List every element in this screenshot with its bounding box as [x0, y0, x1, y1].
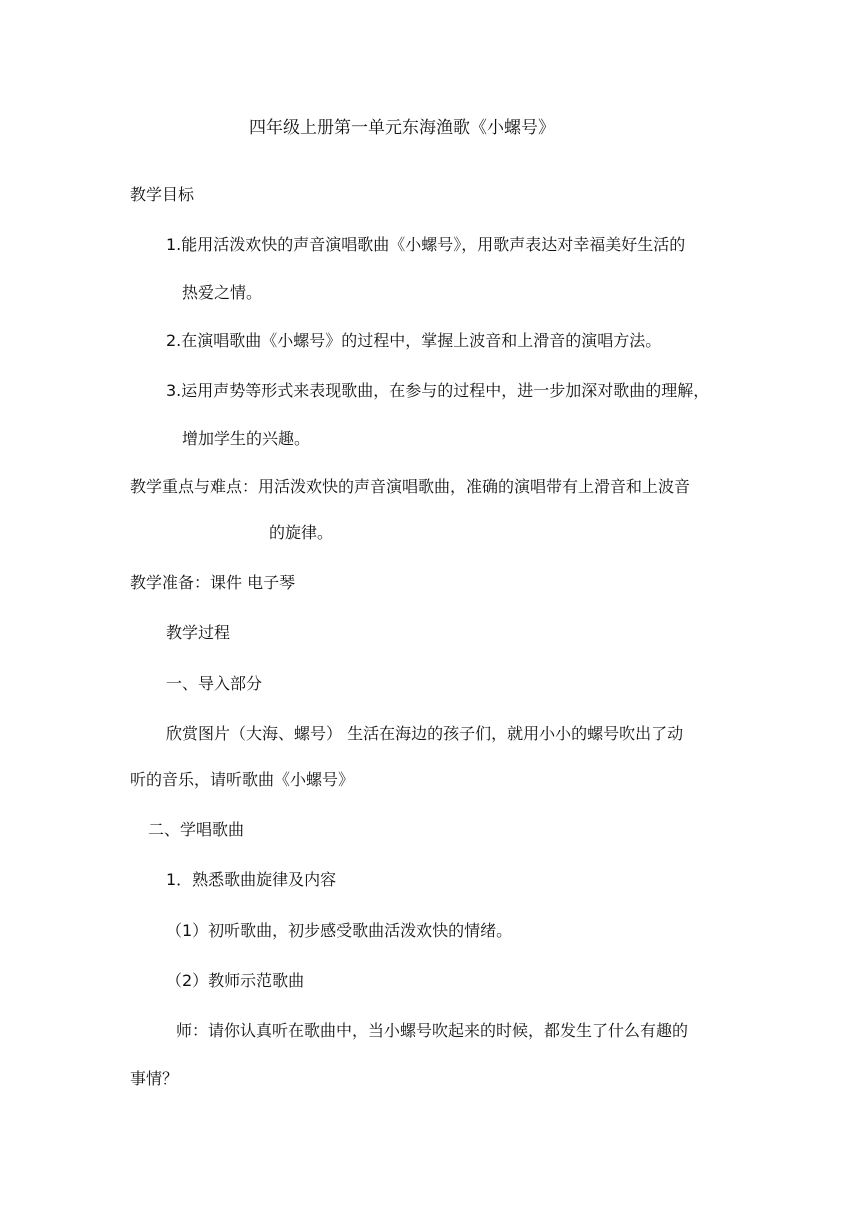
step-1-item-2: （2）教师示范歌曲: [166, 971, 305, 990]
section-1-paragraph-line-2: 听的音乐，请听歌曲《小螺号》: [130, 770, 355, 789]
goal-3-line-2: 增加学生的兴趣。: [182, 429, 311, 448]
goal-1-line-2: 热爱之情。: [182, 283, 263, 302]
document-title: 四年级上册第一单元东海渔歌《小螺号》: [249, 118, 555, 138]
step-1-item-1: （1）初听歌曲，初步感受歌曲活泼欢快的情绪。: [166, 921, 513, 940]
preparation-line: 教学准备：课件 电子琴: [130, 573, 296, 592]
key-points-line-1: 教学重点与难点：用活泼欢快的声音演唱歌曲，准确的演唱带有上滑音和上波音: [130, 477, 691, 496]
teacher-question-line-2: 事情？: [130, 1069, 179, 1088]
goal-1-line-1: 1.能用活泼欢快的声音演唱歌曲《小螺号》，用歌声表达对幸福美好生活的: [166, 235, 686, 254]
goals-heading: 教学目标: [130, 185, 195, 204]
section-2-heading: 二、学唱歌曲: [148, 820, 245, 839]
goal-2: 2.在演唱歌曲《小螺号》的过程中，掌握上波音和上滑音的演唱方法。: [166, 331, 662, 350]
step-1-heading: 1．熟悉歌曲旋律及内容: [166, 870, 337, 889]
section-1-paragraph-line-1: 欣赏图片（大海、螺号） 生活在海边的孩子们，就用小小的螺号吹出了动: [166, 724, 684, 743]
process-heading: 教学过程: [166, 623, 231, 642]
goal-3-line-1: 3.运用声势等形式来表现歌曲，在参与的过程中，进一步加深对歌曲的理解，: [166, 381, 710, 400]
teacher-question-line-1: 师：请你认真听在歌曲中，当小螺号吹起来的时候，都发生了什么有趣的: [176, 1021, 689, 1040]
key-points-line-2: 的旋律。: [269, 523, 334, 542]
section-1-heading: 一、导入部分: [166, 674, 263, 693]
